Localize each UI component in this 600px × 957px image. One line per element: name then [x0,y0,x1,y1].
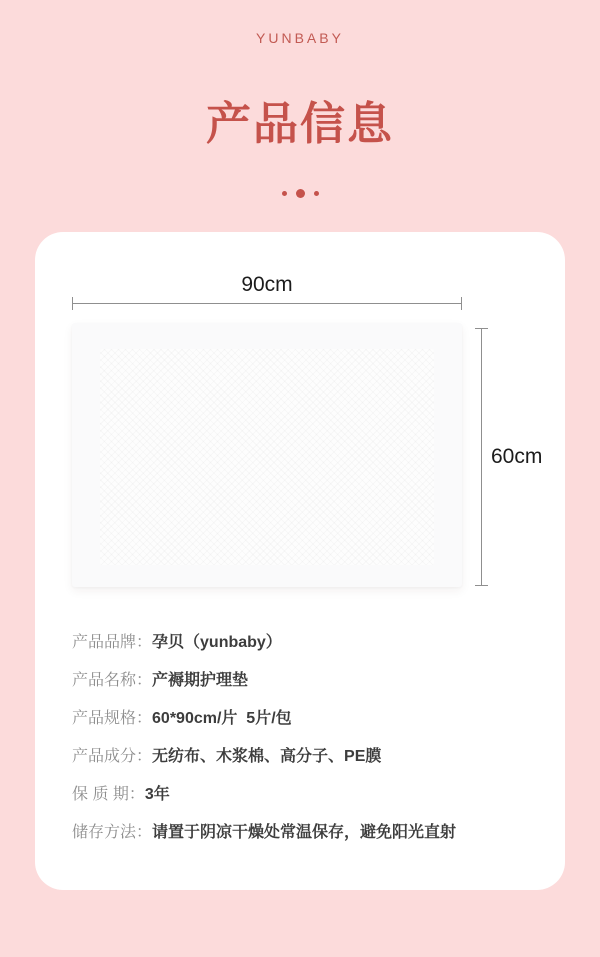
spec-row-name [72,670,528,692]
width-dimension-line [72,303,462,304]
spec-label: 产品规格： [72,710,153,727]
large-dot-icon [296,189,305,198]
spec-row-storage [72,822,528,844]
spec-label: 产品成分： [72,748,153,765]
product-info-card [35,232,565,890]
spec-value: 60*90cm/片 5片/包 [152,710,292,727]
spec-value: 孕贝（yunbaby） [152,634,282,651]
small-dot-icon [314,191,319,196]
product-dimension-diagram [35,232,565,632]
brand-logo-text: YUNBABY [256,30,344,46]
pad-absorbent-area [100,349,434,565]
spec-label: 储存方法： [72,824,153,841]
height-dimension-label: 60cm [491,445,543,468]
spec-value: 请置于阴凉干燥处常温保存，避免阳光直射 [152,824,457,841]
spec-label: 产品名称： [72,672,153,689]
page-title: 产品信息 [205,98,394,149]
spec-label: 产品品牌： [72,634,153,651]
spec-list [35,632,565,844]
height-dimension-line [481,328,482,586]
title-dots-decoration [0,189,600,198]
spec-row-size [72,708,528,730]
width-dimension-label: 90cm [241,273,293,296]
spec-value: 3年 [144,786,170,803]
spec-value: 无纺布、木浆棉、高分子、PE膜 [152,748,382,765]
spec-row-brand [72,632,528,654]
product-pad-image [72,323,462,587]
spec-label: 保 质 期： [72,786,145,803]
small-dot-icon [282,191,287,196]
spec-row-material [72,746,528,768]
spec-row-shelf-life [72,784,528,806]
spec-value: 产褥期护理垫 [152,672,249,689]
